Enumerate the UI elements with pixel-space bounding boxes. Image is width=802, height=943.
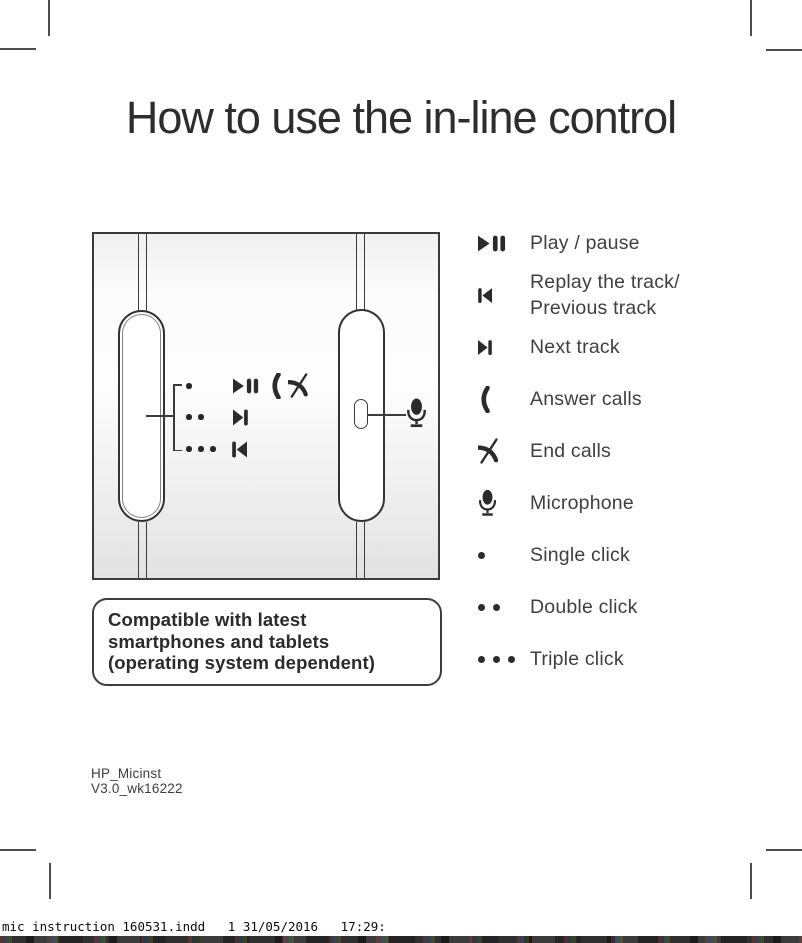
legend-item-microphone bbox=[470, 477, 802, 529]
click-dot bbox=[478, 656, 485, 663]
previous-track-icon bbox=[478, 287, 530, 304]
legend-item-replay-previous bbox=[470, 269, 802, 321]
compatibility-note-line2: smartphones and tablets bbox=[108, 630, 330, 652]
legend-item-label: End calls bbox=[530, 440, 611, 462]
answer-calls-icon bbox=[269, 373, 281, 399]
legend-item-play-pause bbox=[470, 217, 802, 269]
legend-item-label: Triple click bbox=[530, 648, 624, 670]
legend-item-label: Microphone bbox=[530, 492, 634, 514]
end-calls-icon bbox=[288, 372, 310, 399]
crop-mark-bottom-left-vertical bbox=[49, 863, 51, 899]
microphone-icon bbox=[406, 397, 427, 429]
triple-click-dot bbox=[210, 446, 216, 452]
triple-click-icon bbox=[478, 656, 530, 663]
inline-remote-diagram bbox=[92, 232, 440, 580]
microphone-icon bbox=[478, 489, 530, 517]
play-pause-icon bbox=[233, 378, 259, 394]
click-dot bbox=[478, 604, 485, 611]
callout-bracket-bottom-stub bbox=[173, 450, 182, 452]
page-title: How to use the in-line control bbox=[125, 92, 677, 143]
microphone-hole bbox=[354, 399, 368, 429]
callout-bracket-vertical bbox=[173, 384, 175, 451]
triple-click-dot bbox=[198, 446, 204, 452]
legend-item-answer-calls bbox=[470, 373, 802, 425]
print-color-calibration-bar bbox=[0, 936, 802, 943]
crop-mark-bottom-right-vertical bbox=[750, 863, 752, 899]
legend-item-label: Play / pause bbox=[530, 232, 640, 254]
click-dot bbox=[493, 604, 500, 611]
callout-bracket-top-stub bbox=[173, 384, 182, 386]
legend bbox=[470, 217, 802, 685]
crop-mark-top-left-horizontal bbox=[0, 48, 36, 50]
crop-mark-bottom-right-horizontal bbox=[766, 849, 802, 851]
cable-left-top bbox=[138, 234, 147, 311]
click-dot bbox=[508, 656, 515, 663]
legend-item-label-line1: Replay the track/ bbox=[530, 271, 680, 293]
play-pause-icon bbox=[478, 235, 530, 252]
legend-item-end-calls bbox=[470, 425, 802, 477]
callout-pointer-line bbox=[146, 415, 174, 417]
legend-item-triple-click bbox=[470, 633, 802, 685]
triple-click-dot bbox=[186, 446, 192, 452]
cable-right-top bbox=[356, 234, 365, 310]
previous-track-icon bbox=[232, 441, 247, 458]
crop-mark-top-left-vertical bbox=[48, 0, 50, 36]
legend-item-label-line2: Previous track bbox=[530, 297, 657, 319]
click-dot bbox=[478, 552, 485, 559]
next-track-icon bbox=[233, 409, 248, 426]
legend-item-next-track bbox=[470, 321, 802, 373]
crop-mark-top-right-vertical bbox=[750, 0, 752, 36]
cable-left-bottom bbox=[138, 522, 147, 578]
compatibility-note-line1: Compatible with latest bbox=[108, 609, 307, 630]
legend-item-single-click bbox=[470, 529, 802, 581]
document-id: HP_Micinst bbox=[91, 766, 162, 781]
legend-item-label: Double click bbox=[530, 596, 638, 618]
compatibility-note-box bbox=[92, 598, 442, 686]
legend-item-label: Answer calls bbox=[530, 388, 642, 410]
crop-mark-top-right-horizontal bbox=[766, 49, 802, 51]
answer-calls-icon bbox=[478, 386, 530, 413]
legend-item-label: Single click bbox=[530, 544, 630, 566]
double-click-icon bbox=[478, 604, 530, 611]
legend-item-label: Next track bbox=[530, 336, 620, 358]
double-click-dot bbox=[186, 414, 192, 420]
next-track-icon bbox=[478, 339, 530, 356]
cable-right-bottom bbox=[356, 522, 365, 578]
click-dot bbox=[493, 656, 500, 663]
legend-item-double-click bbox=[470, 581, 802, 633]
compatibility-note-line3: (operating system dependent) bbox=[108, 652, 375, 673]
document-meta bbox=[91, 766, 183, 796]
end-calls-icon bbox=[478, 437, 530, 465]
crop-mark-bottom-left-horizontal bbox=[0, 849, 36, 851]
document-version: V3.0_wk16222 bbox=[91, 781, 183, 796]
single-click-icon bbox=[478, 552, 530, 559]
legend-item-label bbox=[530, 269, 680, 321]
microphone-pointer-line bbox=[368, 414, 406, 416]
single-click-dot bbox=[186, 383, 192, 389]
print-proof-line: mic instruction 160531.indd 1 31/05/2016 17:29: bbox=[2, 919, 386, 934]
double-click-dot bbox=[198, 414, 204, 420]
